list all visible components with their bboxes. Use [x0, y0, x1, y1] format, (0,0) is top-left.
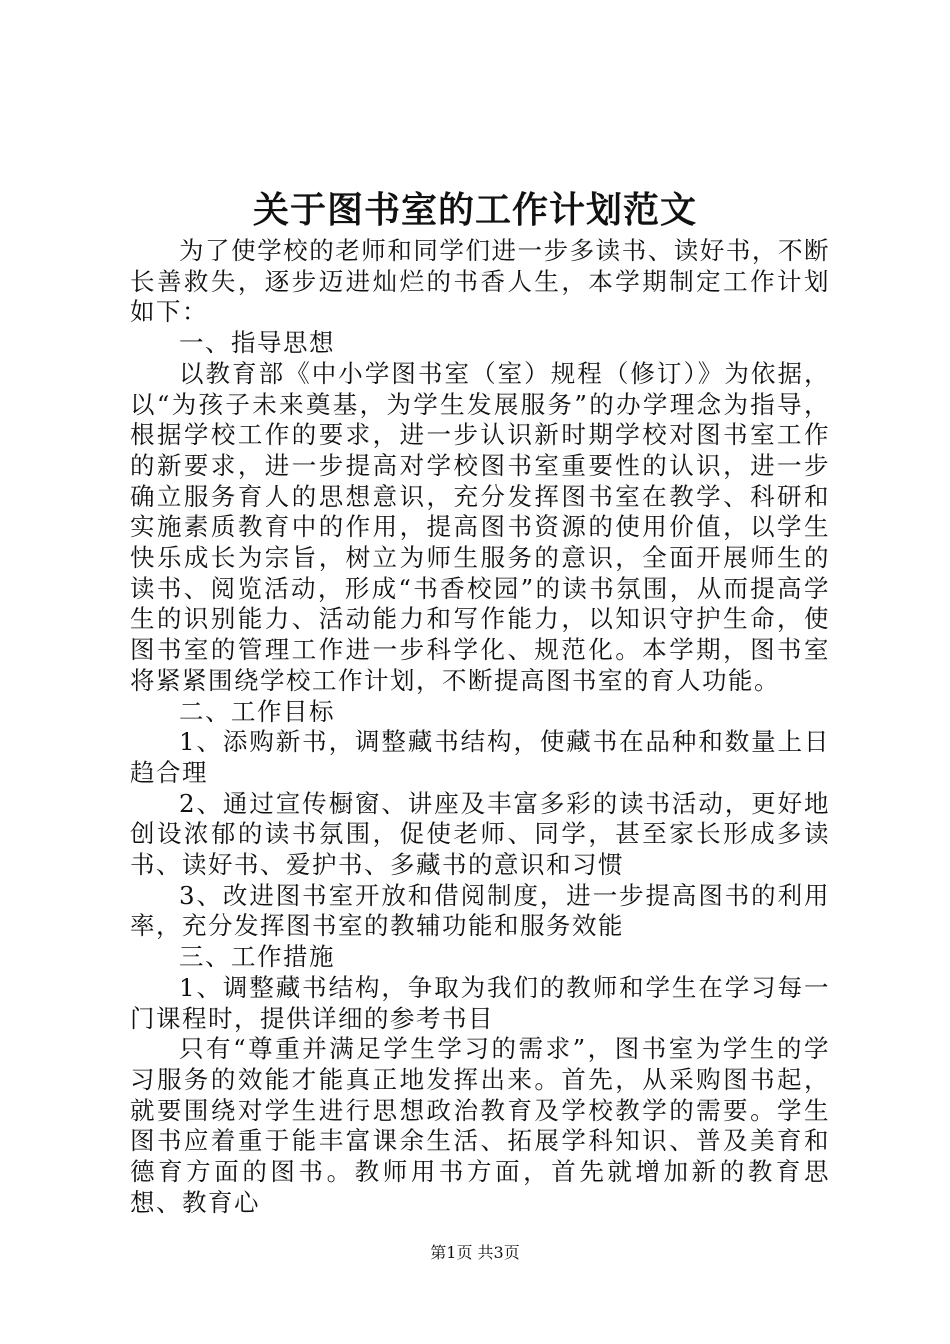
page-footer: 第1页 共3页 [430, 1243, 520, 1262]
paragraph-intro: 为了使学校的老师和同学们进一步多读书、读好书，不断长善救失，逐步迈进灿烂的书香人生，本学期制定工作计划如下： [130, 236, 830, 327]
paragraph-measure-1: 1、调整藏书结构，争取为我们的教师和学生在学习每一门课程时，提供详细的参考书目 [130, 972, 830, 1033]
heading-work-measures: 三、工作措施 [179, 942, 335, 972]
paragraph-goal-3: 3、改进图书室开放和借阅制度，进一步提高图书的利用率，充分发挥图书室的教辅功能和服务效能 [130, 880, 830, 941]
heading-work-goals: 二、工作目标 [179, 696, 335, 726]
heading-guiding-thought: 一、指导思想 [179, 328, 335, 358]
document-title: 关于图书室的工作计划范文 [252, 189, 697, 231]
paragraph-goal-2: 2、通过宣传橱窗、讲座及丰富多彩的读书活动，更好地创设浓郁的读书氛围，促使老师、同学，甚至家长形成多读书、读好书、爱护书、多藏书的意识和习惯 [130, 788, 830, 880]
paragraph-goal-1: 1、添购新书，调整藏书结构，使藏书在品种和数量上日趋合理 [130, 727, 830, 787]
paragraph-guiding-thought: 以教育部《中小学图书室（室）规程（修订）》为依据，以“为孩子未来奠基，为学生发展服务”的办学理念为指导，根据学校工作的要求，进一步认识新时期学校对图书室工作的新要求，进一步提高对学校图书室重要性的认识，进一步确立服务育人的思想意识，充分发挥图书室在教学、科研和实施素质教育中的作用，提高图书资源的使用价值，以学生快乐成长为宗旨，树立为师生服务的意识，全面开展师生的读书、阅览活动，形成“书香校园”的读书氛围，从而提高学生的识别能力、活动能力和写作能力，以知识守护生命，使图书室的管理工作进一步科学化、规范化。本学期，图书室将紧紧围绕学校工作计划，不断提高图书室的育人功能。 [130, 358, 830, 695]
document-body [130, 236, 830, 1219]
paragraph-measure-1-detail: 只有“尊重并满足学生学习的需求”，图书室为学生的学习服务的效能才能真正地发挥出来。首先，从采购图书起，就要围绕对学生进行思想政治教育及学校教学的需要。学生图书应着重于能丰富课余生活、拓展学科知识、普及美育和德育方面的图书。教师用书方面，首先就增加新的教育思想、教育心 [130, 1034, 830, 1217]
